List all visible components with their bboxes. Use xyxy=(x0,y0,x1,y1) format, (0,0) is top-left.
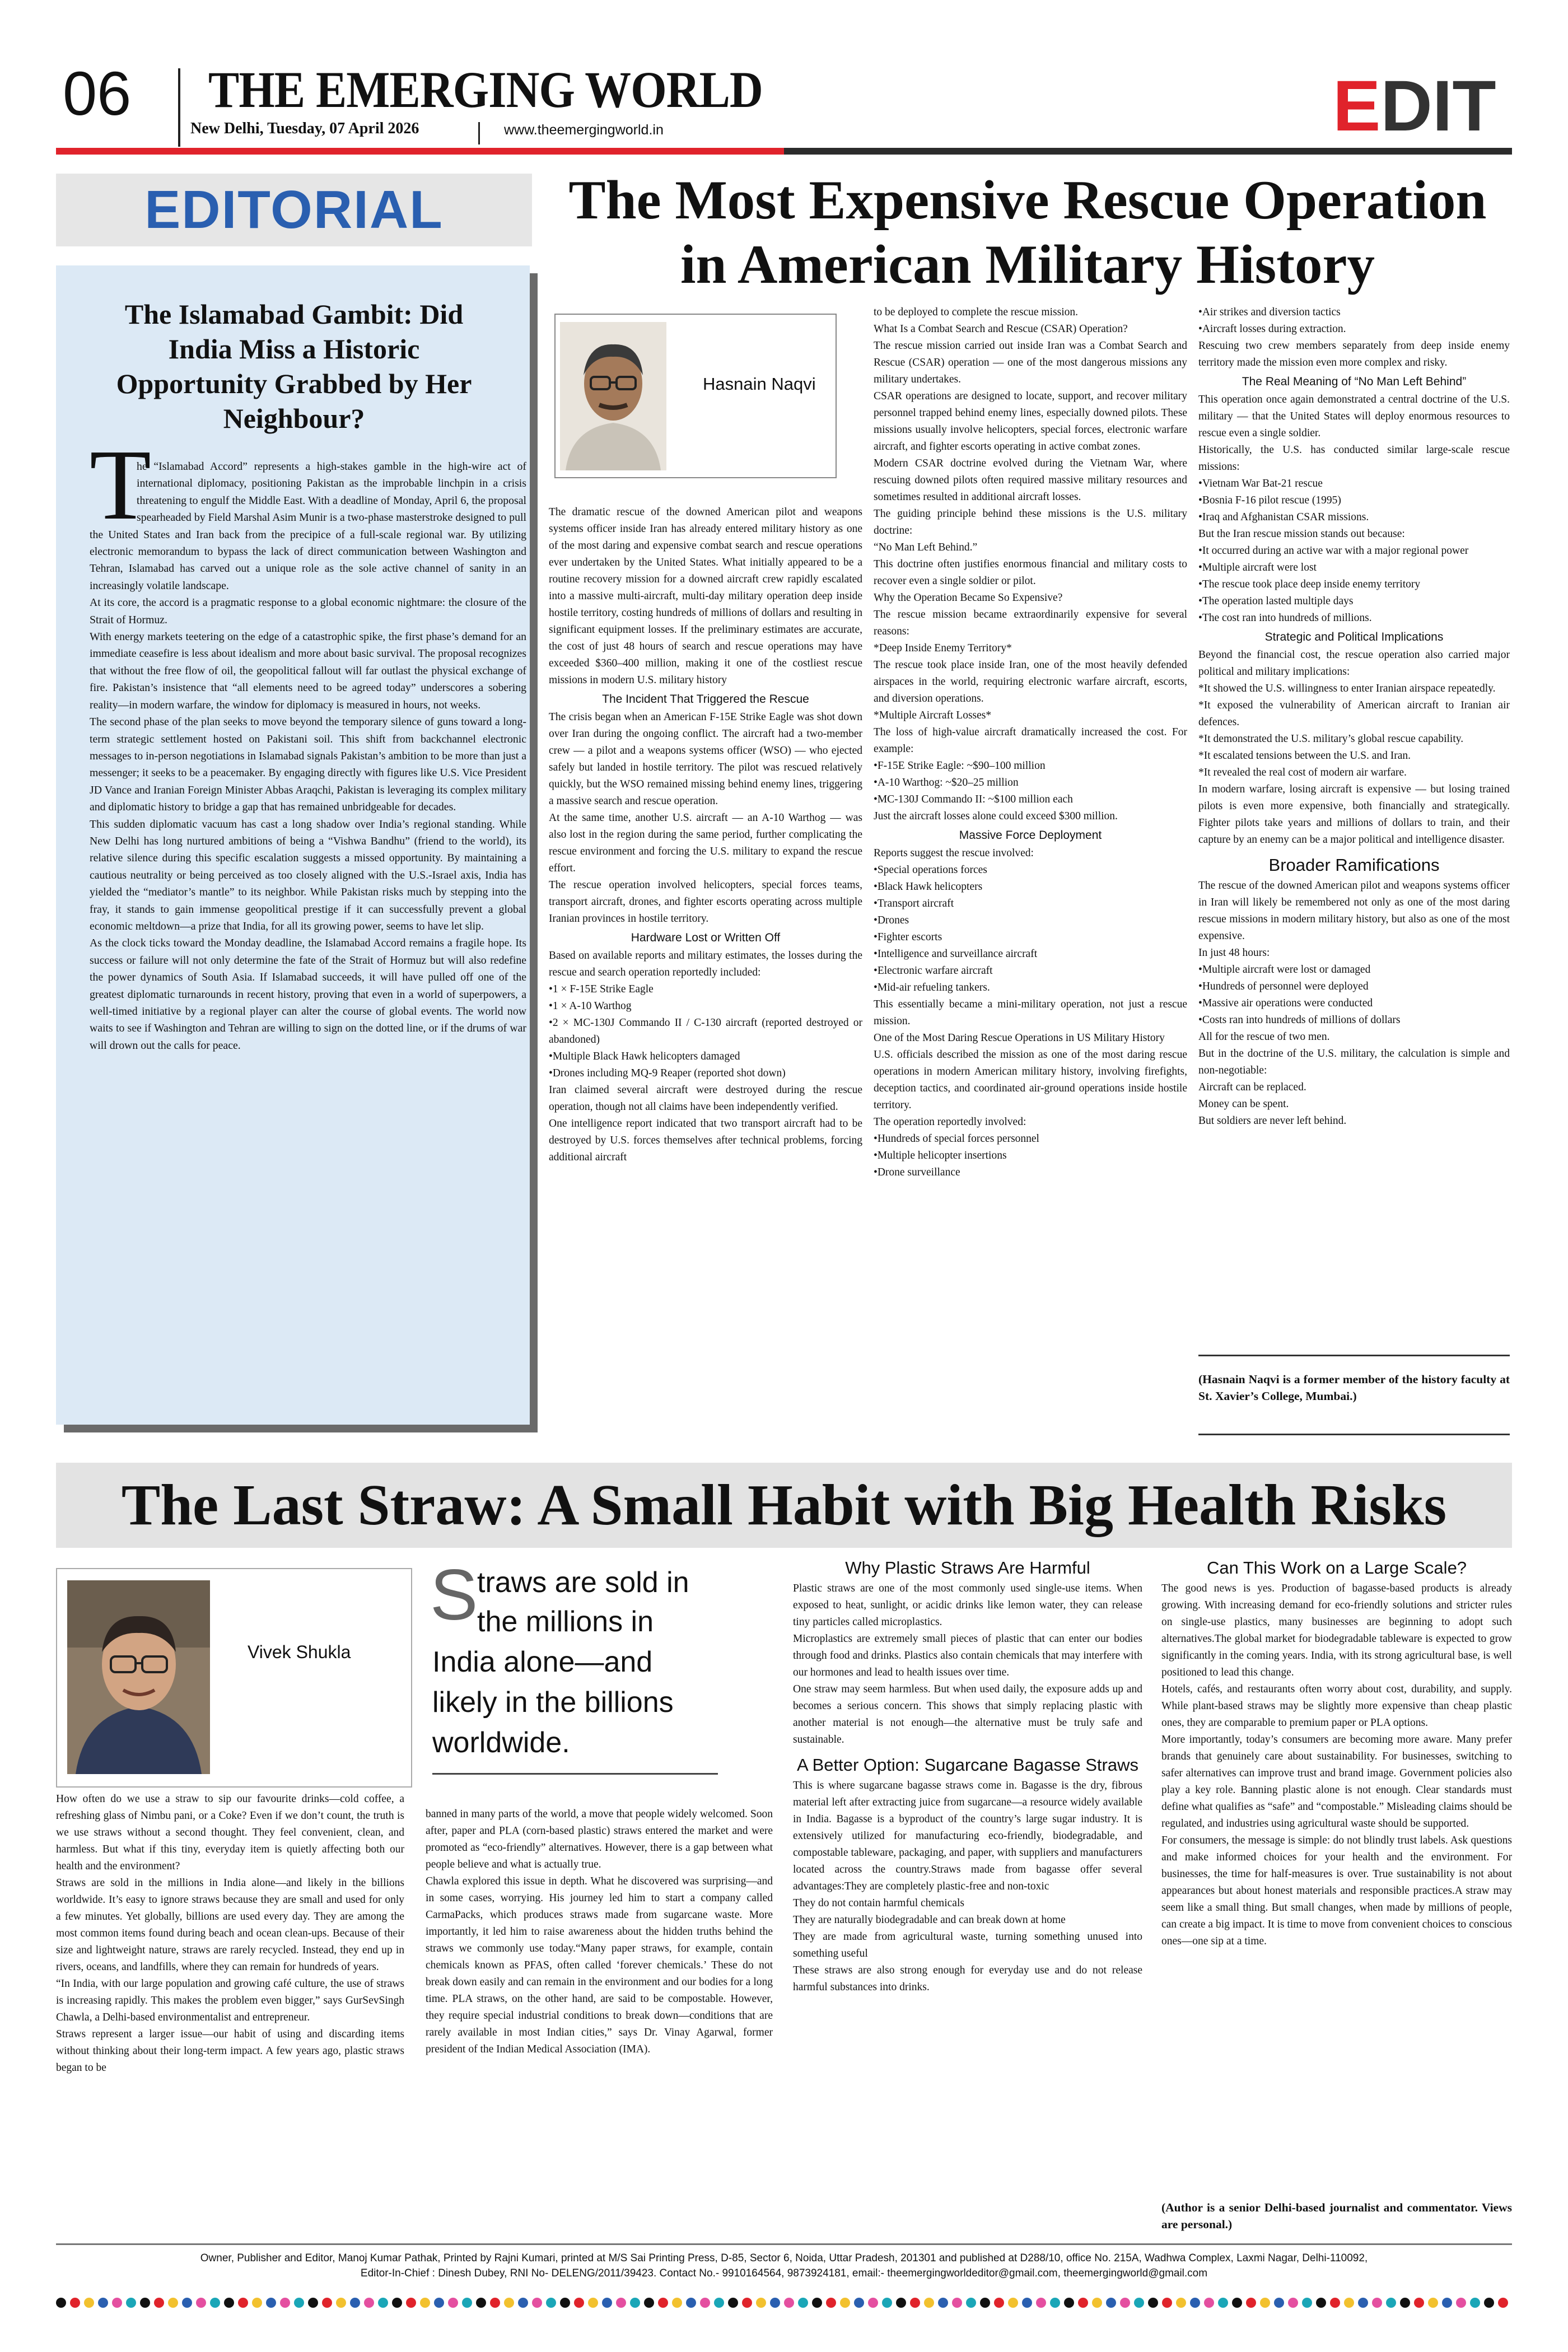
paragraph: •Special operations forces xyxy=(874,864,987,876)
decorative-dot xyxy=(168,2298,178,2308)
decorative-dot xyxy=(322,2298,332,2308)
dropcap-spacer xyxy=(90,458,137,524)
decorative-dot xyxy=(812,2298,822,2308)
decorative-dot xyxy=(1064,2298,1074,2308)
decorative-dot xyxy=(784,2298,794,2308)
decorative-dot xyxy=(1330,2298,1340,2308)
paragraph: *It exposed the vulnerability of American aircraft to Iranian air defences. xyxy=(1198,699,1510,728)
paragraph: •Multiple Black Hawk helicopters damaged xyxy=(549,1051,740,1062)
decorative-dot xyxy=(196,2298,206,2308)
decorative-dot xyxy=(294,2298,304,2308)
paragraph: The rescue of the downed American pilot and weapons systems officer in Iran will likely be remembered not only as one of the most daring rescue missions in modern military history, but also as one of the most expensive. xyxy=(1198,880,1510,942)
paragraph: Rescuing two crew members separately from deep inside enemy territory made the mission even more complex and risky. xyxy=(1198,340,1510,368)
paragraph: *It showed the U.S. willingness to enter Iranian airspace repeatedly. xyxy=(1198,683,1496,694)
paragraph: At the same time, another U.S. aircraft — an A-10 Warthog — was also lost in the region during the same period, further complicating the rescue environment and forcing the U.S. military to expand the rescue effort. xyxy=(549,812,862,874)
paragraph: Plastic straws are one of the most commonly used single-use items. When exposed to heat, sunlight, or acidic drinks like lemon water, they can release tiny particles called microplastics. xyxy=(793,1583,1142,1628)
paragraph: •1 × A-10 Warthog xyxy=(549,1000,632,1012)
decorative-dot xyxy=(742,2298,752,2308)
decorative-dot xyxy=(728,2298,738,2308)
paragraph: *It revealed the real cost of modern air warfare. xyxy=(1198,767,1407,778)
subheading: Strategic and Political Implications xyxy=(1264,631,1444,643)
paragraph: *It demonstrated the U.S. military’s global rescue capability. xyxy=(1198,733,1464,745)
decorative-dot xyxy=(868,2298,878,2308)
paragraph: •Multiple helicopter insertions xyxy=(874,1150,1007,1161)
paragraph: One of the Most Daring Rescue Operations in US Military History xyxy=(874,1032,1165,1044)
straw-pullquote-line: likely in the billions xyxy=(432,1686,674,1719)
paragraph: •Electronic warfare aircraft xyxy=(874,965,993,977)
paragraph: •Bosnia F-16 pilot rescue (1995) xyxy=(1198,494,1341,506)
paragraph: They are made from agricultural waste, turning something unused into something useful xyxy=(793,1931,1142,1959)
paragraph: Money can be spent. xyxy=(1198,1098,1289,1110)
decorative-dot xyxy=(560,2298,570,2308)
straw-column-4 xyxy=(1161,1557,1512,1950)
rescue-author-photo xyxy=(560,322,666,470)
paragraph: These straws are also strong enough for everyday use and do not release harmful substances into drinks. xyxy=(793,1964,1142,1993)
decorative-dot xyxy=(1470,2298,1480,2308)
subheading: Can This Work on a Large Scale? xyxy=(1206,1558,1467,1578)
editorial-title: The Islamabad Gambit: Did India Miss a Historic Opportunity Grabbed by Her Neighbour? xyxy=(116,298,472,434)
subheading: The Incident That Triggered the Rescue xyxy=(602,693,809,706)
paragraph: Microplastics are extremely small pieces of plastic that can enter our bodies through food and drinks. Plastics also contain chemicals that may interfere with our hormones and lead to health issues over time. xyxy=(793,1633,1142,1678)
paragraph: The rescue operation involved helicopters, special forces teams, transport aircraft, drones, and fighter escorts operating across multiple Iranian provinces in hostile territory. xyxy=(549,879,862,925)
paragraph: One straw may seem harmless. But when used daily, the exposure adds up and becomes a serious concern. This shows that simply replacing plastic with another material is not enough—the alternative must be truly safe and sustainable. xyxy=(793,1683,1142,1746)
decorative-dot xyxy=(1400,2298,1410,2308)
subheading: Massive Force Deployment xyxy=(959,829,1102,842)
straw-column-2 xyxy=(426,1806,773,2058)
decorative-dot xyxy=(490,2298,500,2308)
paragraph: Hotels, cafés, and restaurants often worry about cost, durability, and supply. While plant-based straws may be slightly more expensive than cheap plastic ones, they are comparable to premium paper or PLA options. xyxy=(1161,1683,1512,1729)
decorative-dot xyxy=(504,2298,514,2308)
paragraph: What Is a Combat Search and Rescue (CSAR) Operation? xyxy=(874,323,1128,335)
paragraph: The crisis began when an American F-15E Strike Eagle was shot down over Iran during the ongoing conflict. The aircraft had a two-member crew — a pilot and a weapons systems officer (WSO) — who ejected safely but landed in hostile territory. The pilot was rescued relatively quickly, but the WSO remained missing behind enemy lines, triggering a massive search and rescue operation. xyxy=(549,711,862,807)
decorative-dot xyxy=(938,2298,948,2308)
decorative-dot xyxy=(1372,2298,1382,2308)
decorative-dot xyxy=(126,2298,136,2308)
decorative-dot xyxy=(1050,2298,1060,2308)
paragraph: CSAR operations are designed to locate, support, and recover military personnel trapped behind enemy lines, especially downed pilots. These missions usually involve helicopters, special forces, electronic warfare aircraft, and fighter escorts operating in active combat zones. xyxy=(874,390,1187,452)
paragraph: •1 × F-15E Strike Eagle xyxy=(549,983,654,995)
paragraph: They do not contain harmful chemicals xyxy=(793,1897,964,1909)
decorative-dot xyxy=(798,2298,808,2308)
decorative-dot xyxy=(56,2298,66,2308)
paragraph: The rescue mission became extraordinarily expensive for several reasons: xyxy=(874,609,1187,637)
rescue-headline-1: The Most Expensive Rescue Operation xyxy=(568,170,1487,231)
editorial-paragraph: At its core, the accord is a pragmatic response to a global economic nightmare: the closure of the Strait of Hormuz. xyxy=(90,596,526,626)
paragraph: •Drones including MQ-9 Reaper (reported shot down) xyxy=(549,1067,786,1079)
decorative-dot xyxy=(434,2298,444,2308)
decorative-dot xyxy=(1176,2298,1186,2308)
straw-pullquote xyxy=(430,1555,721,1792)
decorative-dot xyxy=(588,2298,598,2308)
straw-bio: (Author is a senior Delhi-based journalist and commentator. Views are personal.) xyxy=(1161,2201,1512,2231)
paragraph: •Hundreds of personnel were deployed xyxy=(1198,981,1369,992)
paragraph: The guiding principle behind these missions is the U.S. military doctrine: xyxy=(874,508,1187,536)
decorative-dot xyxy=(910,2298,920,2308)
paragraph: Just the aircraft losses alone could exceed $300 million. xyxy=(874,810,1118,822)
decorative-dot xyxy=(70,2298,80,2308)
paragraph: to be deployed to complete the rescue mission. xyxy=(874,306,1078,318)
decorative-dot xyxy=(518,2298,528,2308)
decorative-dot xyxy=(840,2298,850,2308)
decorative-dot xyxy=(1428,2298,1438,2308)
decorative-dot xyxy=(644,2298,654,2308)
paragraph: •Mid-air refueling tankers. xyxy=(874,982,990,993)
decorative-dot xyxy=(546,2298,556,2308)
decorative-dot xyxy=(1120,2298,1130,2308)
paragraph: But the Iran rescue mission stands out because: xyxy=(1198,528,1405,540)
paragraph: Reports suggest the rescue involved: xyxy=(874,847,1034,859)
footer-rule xyxy=(56,2243,1512,2245)
decorative-dot xyxy=(1316,2298,1326,2308)
paragraph: “In India, with our large population and growing café culture, the use of straws is increasing rapidly. This makes the problem even bigger,” says GurSevSingh Chawla, a Delhi-based environmentalist and entrepreneur. xyxy=(56,1978,404,2023)
paragraph: banned in many parts of the world, a move that people widely welcomed. Soon after, paper and PLA (corn-based plastic) straws entered the market and were promoted as “eco-friendly” alternatives. However, there is a gap between what people believe and what is actually true. xyxy=(426,1808,773,1870)
section-label-first: E xyxy=(1333,66,1381,146)
paragraph: •Fighter escorts xyxy=(874,931,942,943)
rescue-column-1 xyxy=(549,504,862,1166)
paragraph: Modern CSAR doctrine evolved during the Vietnam War, where rescuing downed pilots often required massive military resources and sometimes resulted in additional aircraft losses. xyxy=(874,458,1187,503)
paragraph: Iran claimed several aircraft were destroyed during the rescue operation, though not all claims have been independently verified. xyxy=(549,1084,862,1113)
paragraph: •A-10 Warthog: ~$20–25 million xyxy=(874,777,1019,788)
straw-column-3 xyxy=(793,1557,1142,1996)
decorative-dot xyxy=(140,2298,150,2308)
paragraph: *It escalated tensions between the U.S. and Iran. xyxy=(1198,750,1411,762)
decorative-dot xyxy=(210,2298,220,2308)
decorative-dot xyxy=(182,2298,192,2308)
decorative-dot xyxy=(1358,2298,1368,2308)
decorative-dot xyxy=(350,2298,360,2308)
decorative-dot xyxy=(574,2298,584,2308)
paragraph: •The rescue took place deep inside enemy territory xyxy=(1198,578,1421,590)
paragraph: Historically, the U.S. has conducted similar large-scale rescue missions: xyxy=(1198,444,1510,473)
paragraph: •Vietnam War Bat-21 rescue xyxy=(1198,478,1323,489)
decorative-dot xyxy=(882,2298,892,2308)
paragraph: Based on available reports and military estimates, the losses during the rescue and search operation reportedly included: xyxy=(549,950,862,978)
rescue-column-3 xyxy=(1198,304,1510,1130)
subheading: Hardware Lost or Written Off xyxy=(631,931,781,944)
paragraph: This is where sugarcane bagasse straws come in. Bagasse is the dry, fibrous material left after extracting juice from sugarcane—a resource widely available in India. Bagasse is a byproduct of the country’s large sugar industry. It is extensively utilized for manufacturing eco-friendly, biodegradable, and compostable tableware, packaging, and paper, with suppliers and manufacturers located across the country.Straws made from bagasse offer several advantages:They are completely plastic-free and non-toxic xyxy=(793,1780,1142,1892)
decorative-dot xyxy=(1204,2298,1214,2308)
editorial-paragraph: With energy markets teetering on the edge of a catastrophic spike, the first phase’s demand for an immediate ceasefire is less about idealism and more about basic survival. The proposal recognizes that without the free flow of oil, the geopolitical fallout will far outlast the physical exchange of fire. Pakistan’s insistence that “all elements need to be agreed today” underscores a sobering reality—in modern warfare, the window for diplomacy is measured in hours, not weeks. xyxy=(90,631,526,711)
paragraph: One intelligence report indicated that two transport aircraft had to be destroyed by U.S. forces themselves after technical problems, forcing additional aircraft xyxy=(549,1118,862,1163)
paragraph: This essentially became a mini-military operation, not just a rescue mission. xyxy=(874,998,1187,1027)
decorative-dot xyxy=(1288,2298,1298,2308)
paragraph: In modern warfare, losing aircraft is expensive — but losing trained pilots is even more expensive, both financially and strategically. Fighter pilots take years and millions of dollars to train, and their capture by an enemy can be a major political and intelligence disaster. xyxy=(1198,783,1510,846)
paragraph: Aircraft can be replaced. xyxy=(1198,1081,1306,1093)
decorative-dot xyxy=(1218,2298,1228,2308)
editorial-banner: EDITORIAL xyxy=(144,180,444,240)
decorative-dot xyxy=(1232,2298,1242,2308)
rescue-author-name: Hasnain Naqvi xyxy=(703,374,816,394)
decorative-dot xyxy=(1134,2298,1144,2308)
paragraph: More importantly, today’s consumers are becoming more aware. Many prefer brands that genuinely care about sustainability. For businesses, switching to safer alternatives can improve trust and brand image. Government policies also play a key role. Banning plastic alone is not enough. Clear standards must define what qualifies as “safe” and “compostable.” Misleading claims should be regulated, and industries using agricultural waste should be supported. xyxy=(1161,1734,1512,1830)
paragraph: •Hundreds of special forces personnel xyxy=(874,1133,1039,1145)
decorative-dot xyxy=(1092,2298,1102,2308)
decorative-dot xyxy=(224,2298,234,2308)
decorative-dot xyxy=(392,2298,402,2308)
decorative-dot xyxy=(476,2298,486,2308)
straw-column-1 xyxy=(56,1791,404,2076)
decorative-dot xyxy=(1498,2298,1508,2308)
decorative-dot xyxy=(896,2298,906,2308)
paragraph: •Intelligence and surveillance aircraft xyxy=(874,948,1038,960)
decorative-dot xyxy=(532,2298,542,2308)
decorative-dot xyxy=(84,2298,94,2308)
paragraph: In just 48 hours: xyxy=(1198,947,1270,959)
paragraph: •Drone surveillance xyxy=(874,1166,960,1178)
decorative-dot xyxy=(616,2298,626,2308)
decorative-dot xyxy=(966,2298,976,2308)
subheading: Broader Ramifications xyxy=(1268,855,1440,875)
decorative-dot xyxy=(630,2298,640,2308)
page-number: 06 xyxy=(63,59,132,128)
footer-line-1: Owner, Publisher and Editor, Manoj Kumar Pathak, Printed by Rajni Kumari, printed at M/S Sai Printing Press, D-85, Sector 6, Noida, Uttar Pradesh, 201301 and published at D288/10, office No. 215A, Wadhwa Complex, Laxmi Nagar, Delhi-110092, xyxy=(200,2252,1368,2264)
decorative-dot xyxy=(336,2298,346,2308)
decorative-dot xyxy=(1302,2298,1312,2308)
paragraph: All for the rescue of two men. xyxy=(1198,1031,1330,1043)
rescue-headline-2: in American Military History xyxy=(680,234,1375,295)
paragraph: This doctrine often justifies enormous financial and military costs to recover even a single soldier or pilot. xyxy=(874,558,1187,587)
paragraph: Straws represent a larger issue—our habit of using and discarding items without thinking about their long-term impact. A few years ago, plastic straws began to be xyxy=(56,2028,404,2074)
footer-line-2: Editor-In-Chief : Dinesh Dubey, RNI No- DELENG/2011/39423. Contact No.- 9910164564, 9873924181, email:- theemergingworldeditor@gmail.com, theemergingworld@gmail.com xyxy=(360,2267,1208,2279)
paragraph: Why the Operation Became So Expensive? xyxy=(874,592,1063,604)
paragraph: •Aircraft losses during extraction. xyxy=(1198,323,1346,335)
decorative-dot xyxy=(1414,2298,1424,2308)
paragraph: The dramatic rescue of the downed American pilot and weapons systems officer inside Iran has already entered military history as one of the most daring and expensive combat search and rescue operations ever undertaken by the United States. What initially appeared to be a routine recovery mission for a downed aircraft crew rapidly escalated into a massive multi-aircraft, multi-day military operation deep inside hostile territory, costing hundreds of millions of dollars and resulting in significant equipment losses. If the preliminary estimates are accurate, the cost of just 48 hours of search and rescue operations may have exceeded $360–400 million, making it one of the costliest rescue missions in modern U.S. military history xyxy=(549,506,862,686)
paragraph: Chawla explored this issue in depth. What he discovered was surprising—and in some cases, worrying. His journey led him to start a company called CarmaPacks, which produces straws made from sugarcane waste. More importantly, it led him to raise awareness about the hidden truths behind the straws we commonly use today.“Many paper straws, for example, contain chemicals known as PFAS, often called ‘forever chemicals.’ These do not break down easily and can remain in the environment and our bodies for a long time. PLA straws, on the other hand, are said to be compostable. However, they require special industrial conditions to break down—conditions that are rarely available in most Indian cities,” says Dr. Vinay Agarwal, former president of the Indian Medical Association (IMA). xyxy=(426,1875,773,2055)
decorative-dot xyxy=(1442,2298,1452,2308)
decorative-dot xyxy=(364,2298,374,2308)
rescue-bio-rule xyxy=(1198,1355,1510,1356)
decorative-dot xyxy=(252,2298,262,2308)
paragraph: •F-15E Strike Eagle: ~$90–100 million xyxy=(874,760,1046,772)
decorative-dot xyxy=(308,2298,318,2308)
paragraph: •Air strikes and diversion tactics xyxy=(1198,306,1341,318)
decorative-dot xyxy=(602,2298,612,2308)
straw-pullquote-line: worldwide. xyxy=(432,1726,570,1759)
section-label-rest: DIT xyxy=(1380,66,1496,146)
decorative-dot xyxy=(154,2298,164,2308)
paragraph: They are naturally biodegradable and can break down at home xyxy=(793,1914,1066,1926)
decorative-dot xyxy=(756,2298,766,2308)
paragraph: The operation reportedly involved: xyxy=(874,1116,1026,1128)
decorative-dot xyxy=(826,2298,836,2308)
decorative-dot xyxy=(1148,2298,1158,2308)
masthead-divider xyxy=(178,68,180,147)
decorative-dot xyxy=(952,2298,962,2308)
straw-pullquote-line: India alone—and xyxy=(432,1646,653,1678)
paragraph: •Drones xyxy=(874,914,909,926)
paragraph: •Iraq and Afghanistan CSAR missions. xyxy=(1198,511,1369,523)
paragraph: How often do we use a straw to sip our favourite drinks—cold coffee, a refreshing glass of Nimbu pani, or a Coke? Even if we don’t count, the truth is we use straws without a second thought. They feel convenient, clean, and harmless. But what if this tiny, everyday item is quietly affecting both our health and the environment? xyxy=(56,1793,404,1872)
editorial-paragraph: The second phase of the plan seeks to move beyond the temporary silence of guns toward a long-term strategic settlement hosted on Pakistani soil. This shift from backchannel electronic messages to in-person negotiations in Islamabad signals Pakistan’s ambition to be more than just a messenger; it seeks to be a peacemaker. By engaging directly with figures like U.S. Vice President JD Vance and Iranian Foreign Minister Abbas Araqchi, Pakistan is leveraging its complex military and diplomatic history to bridge a gap that has remained unbridgeable for decades. xyxy=(90,716,526,814)
decorative-dot xyxy=(1036,2298,1046,2308)
editorial-body xyxy=(90,458,526,1054)
paragraph: But soldiers are never left behind. xyxy=(1198,1115,1347,1127)
website-link[interactable]: www.theemergingworld.in xyxy=(504,122,664,138)
paragraph: •MC-130J Commando II: ~$100 million each xyxy=(874,794,1073,805)
paragraph: Straws are sold in the millions in India alone—and likely in the billions worldwide. It’s easy to ignore straws because they are small and used for only a few minutes. Yet globally, billions are used every day. They are among the most common items found during beach and ocean clean-ups. Because of their size and lightweight nature, straws are rarely recycled. Instead, they end up in rivers, oceans, and landfills, where they can remain for hundreds of years. xyxy=(56,1877,404,1973)
straw-pullquote-line: the millions in xyxy=(477,1606,654,1638)
paragraph: This operation once again demonstrated a central doctrine of the U.S. military — that the United States will deploy enormous resources to rescue even a single soldier. xyxy=(1198,394,1510,439)
paragraph: *Deep Inside Enemy Territory* xyxy=(874,642,1012,654)
straw-pullquote-dropcap: S xyxy=(430,1555,478,1635)
paragraph: •Massive air operations were conducted xyxy=(1198,997,1373,1009)
decorative-dot xyxy=(770,2298,780,2308)
paragraph: •Multiple aircraft were lost xyxy=(1198,562,1317,573)
paragraph: •It occurred during an active war with a major regional power xyxy=(1198,545,1469,557)
decorative-dot xyxy=(672,2298,682,2308)
decorative-dot xyxy=(658,2298,668,2308)
decorative-dot xyxy=(1022,2298,1032,2308)
straw-pullquote-line: traws are sold in xyxy=(477,1566,689,1599)
paragraph: The rescue mission carried out inside Iran was a Combat Search and Rescue (CSAR) operation — one of the most dangerous missions any military undertakes. xyxy=(874,340,1187,385)
paragraph: •Costs ran into hundreds of millions of dollars xyxy=(1198,1014,1401,1026)
decorative-dot xyxy=(854,2298,864,2308)
straw-author-photo xyxy=(67,1580,210,1774)
decorative-dot xyxy=(266,2298,276,2308)
decorative-dot xyxy=(420,2298,430,2308)
decorative-dot xyxy=(980,2298,990,2308)
decorative-dot xyxy=(1484,2298,1494,2308)
paragraph: •The operation lasted multiple days xyxy=(1198,595,1354,607)
decorative-dot xyxy=(700,2298,710,2308)
paragraph: But in the doctrine of the U.S. military, the calculation is simple and non-negotiable: xyxy=(1198,1048,1510,1076)
dateline-divider xyxy=(478,122,480,144)
decorative-dot xyxy=(378,2298,388,2308)
rescue-bio: (Hasnain Naqvi is a former member of the history faculty at St. Xavier’s College, Mumbai.) xyxy=(1198,1373,1510,1403)
decorative-dot xyxy=(994,2298,1004,2308)
decorative-dot xyxy=(714,2298,724,2308)
decorative-dot xyxy=(1106,2298,1116,2308)
paragraph: •The cost ran into hundreds of millions. xyxy=(1198,612,1372,624)
rescue-column-2 xyxy=(874,304,1187,1181)
paragraph: The rescue took place inside Iran, one of the most heavily defended airspaces in the world, requiring electronic warfare aircraft, escorts, and diversion operations. xyxy=(874,659,1187,704)
paragraph: “No Man Left Behind.” xyxy=(874,542,978,553)
paragraph: •2 × MC-130J Commando II / C-130 aircraft (reported destroyed or abandoned) xyxy=(549,1017,862,1046)
decorative-dot xyxy=(280,2298,290,2308)
paragraph: •Multiple aircraft were lost or damaged xyxy=(1198,964,1371,976)
paragraph: •Black Hawk helicopters xyxy=(874,881,983,893)
decorative-dot xyxy=(1162,2298,1172,2308)
paragraph: The loss of high-value aircraft dramatically increased the cost. For example: xyxy=(874,726,1187,755)
editorial-paragraph xyxy=(90,458,526,594)
footer-dot-border xyxy=(56,2296,1512,2309)
editorial-dropcap: T xyxy=(90,429,151,540)
subheading: A Better Option: Sugarcane Bagasse Straws xyxy=(796,1755,1138,1775)
decorative-dot xyxy=(98,2298,108,2308)
masthead-rule-red xyxy=(56,148,784,155)
decorative-dot xyxy=(1456,2298,1466,2308)
section-label xyxy=(1333,67,1496,146)
subheading: Why Plastic Straws Are Harmful xyxy=(845,1558,1090,1578)
decorative-dot xyxy=(924,2298,934,2308)
editorial-paragraph: As the clock ticks toward the Monday deadline, the Islamabad Accord remains a fragile hope. Its success or failure will not only determine the fate of the Strait of Hormuz but will also redefine the power dynamics of South Asia. If Islamabad succeeds, it will have pulled off one of the greatest diplomatic turnarounds in recent history, proving that even in a world of superpowers, a well-timed initiative by a regional player can alter the course of global events. The world now waits to see if Washington and Tehran are willing to sign on the dotted line, or if the drums of war will drown out the calls for peace. xyxy=(90,937,526,1052)
paragraph: •Transport aircraft xyxy=(874,898,954,909)
rescue-bio-rule-bottom xyxy=(1198,1434,1510,1435)
editorial-paragraph-text: he “Islamabad Accord” represents a high-stakes gamble in the high-wire act of international diplomacy, positioning Pakistan as the improbable linchpin in a crisis threatening to engulf the Middle East. With a deadline of Monday, April 6, the proposal spearheaded by Field Marshal Asim Munir is a two-phase masterstroke designed to pull the United States and Iran back from the precipice of a full-scale regional war. By utilizing electronic memorandum to bypass the lack of direct communication between Washington and Tehran, Islamabad has carved out a unique role as the sole active channel of sanity in an increasingly volatile landscape. xyxy=(90,460,526,592)
paragraph: For consumers, the message is simple: do not blindly trust labels. Ask questions and make informed choices for your health and the environment. For businesses, the time for half-measures is over. True sustainability is not about appearances but about honest materials and responsible practices.A straw may seem like a small thing. But small changes, when made by millions of people, can create a big impact. It is time to move from convenient choices to conscious ones—one sip at a time. xyxy=(1161,1835,1512,1947)
decorative-dot xyxy=(238,2298,248,2308)
paragraph: The good news is yes. Production of bagasse-based products is already growing. With increasing demand for eco-friendly solutions and stricter rules on single-use plastics, many businesses are beginning to adopt such alternatives.The global market for biodegradable tableware is expected to grow significantly in the coming years. India, with its strong agricultural base, is well positioned to lead this change. xyxy=(1161,1583,1512,1678)
straw-pullquote-rule xyxy=(432,1773,718,1775)
decorative-dot xyxy=(1078,2298,1088,2308)
decorative-dot xyxy=(1274,2298,1284,2308)
decorative-dot xyxy=(1386,2298,1396,2308)
straw-headline: The Last Straw: A Small Habit with Big Health Risks xyxy=(121,1473,1447,1537)
decorative-dot xyxy=(1344,2298,1354,2308)
decorative-dot xyxy=(462,2298,472,2308)
paragraph: *Multiple Aircraft Losses* xyxy=(874,710,992,721)
subheading: The Real Meaning of “No Man Left Behind” xyxy=(1242,375,1467,388)
decorative-dot xyxy=(686,2298,696,2308)
decorative-dot xyxy=(1260,2298,1270,2308)
paper-name: THE EMERGING WORLD xyxy=(208,61,763,118)
decorative-dot xyxy=(406,2298,416,2308)
decorative-dot xyxy=(112,2298,122,2308)
masthead-rule-dark xyxy=(784,148,1512,155)
straw-author-name: Vivek Shukla xyxy=(248,1642,351,1662)
paragraph: Beyond the financial cost, the rescue operation also carried major political and military implications: xyxy=(1198,649,1510,678)
decorative-dot xyxy=(1246,2298,1256,2308)
paragraph: U.S. officials described the mission as one of the most daring rescue operations in modern American military history, involving firefights, deception tactics, and coordinated air-ground operations inside hostile territory. xyxy=(874,1049,1187,1111)
dateline: New Delhi, Tuesday, 07 April 2026 xyxy=(190,120,419,137)
decorative-dot xyxy=(448,2298,458,2308)
decorative-dot xyxy=(1008,2298,1018,2308)
decorative-dot xyxy=(1190,2298,1200,2308)
editorial-paragraph: This sudden diplomatic vacuum has cast a long shadow over India’s regional standing. While New Delhi has long nurtured ambitions of being a “Vishwa Bandhu” (friend to the world), its relative silence during this specific escalation suggests a missed opportunity. By maintaining a cautious neutrality or being perceived as too closely aligned with the U.S.-Israel axis, India has yielded the “mediator’s mantle” to its neighbor. While Pakistan risks much by stepping into the fray, it stands to gain immense geopolitical prestige if it can successfully prevent a global economic meltdown—a prize that India, for all its growing power, seems to have let slip. xyxy=(90,818,526,932)
